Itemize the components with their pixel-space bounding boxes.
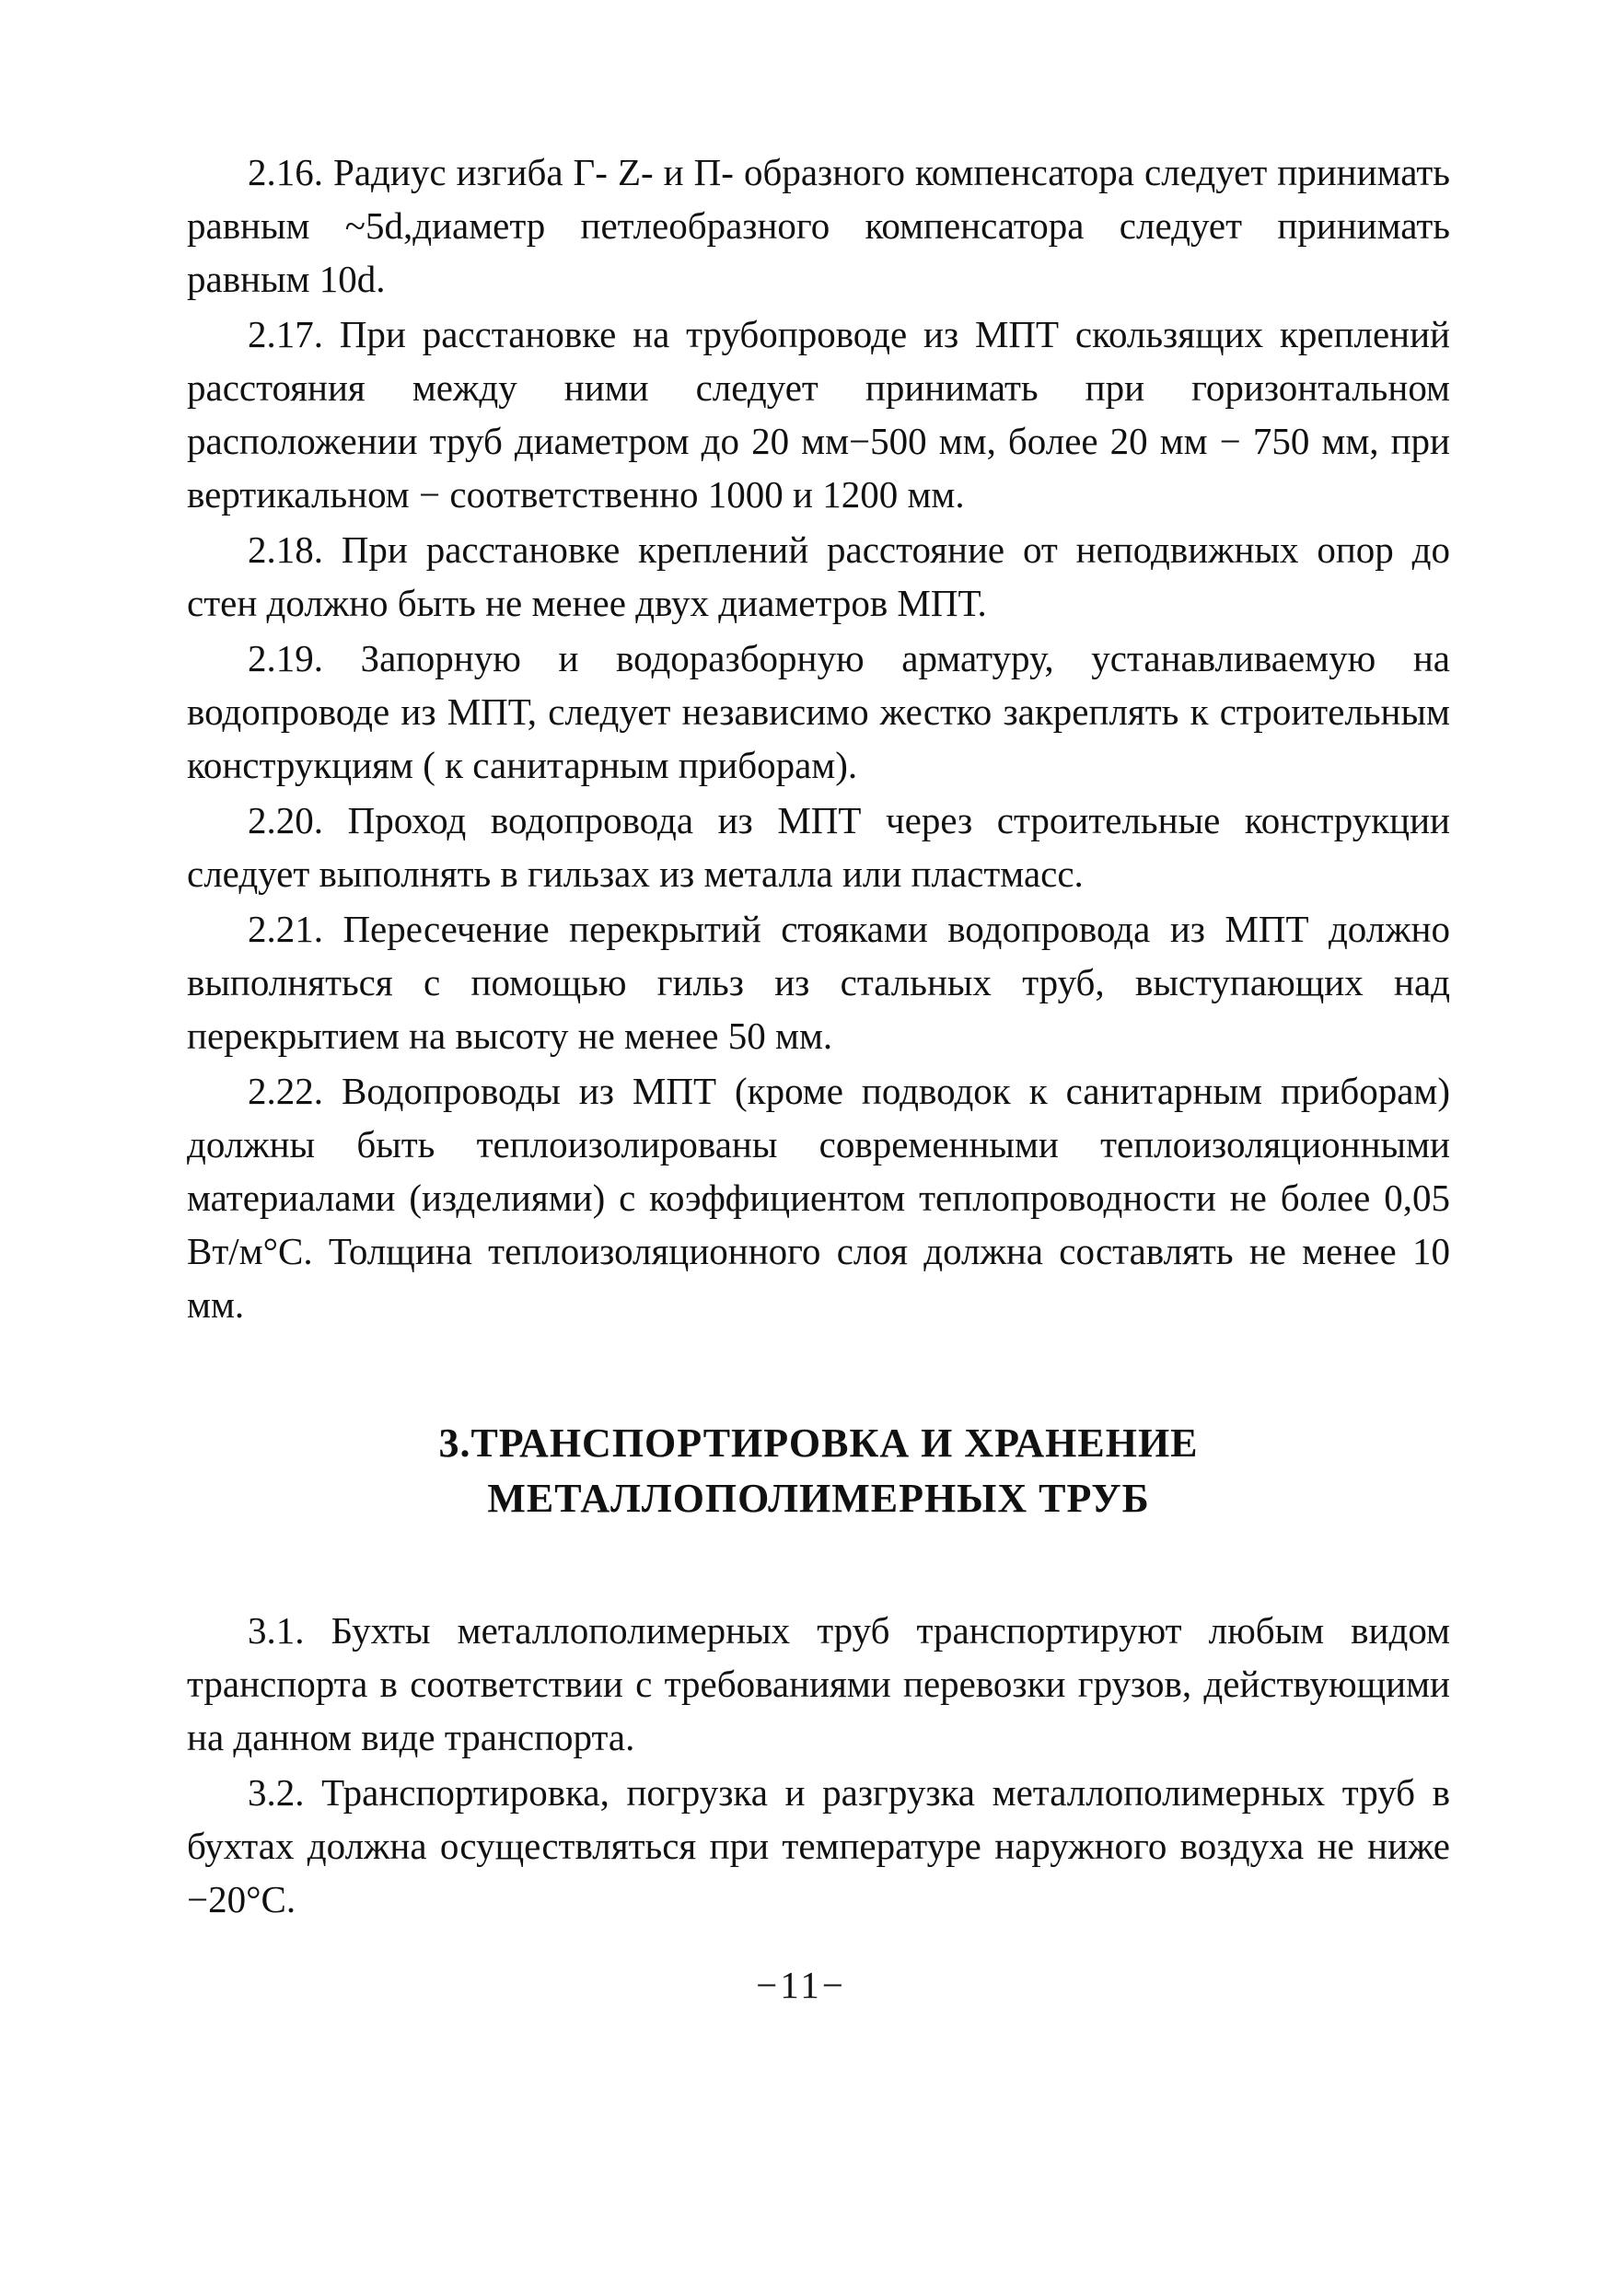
document-page [187, 145, 1450, 1926]
paragraph-2-20: 2.20. Проход водопровода из МПТ через строительные конструкции следует выполнять в гильзах из металла или пластмасс. [187, 799, 1450, 895]
section-3-heading [187, 1416, 1450, 1526]
paragraph-2-21: 2.21. Пересечение перекрытий стояками водопровода из МПТ должно выполняться с помощью гильз из стальных труб, выступающих над перекрытием на высоту не менее 50 мм. [187, 908, 1450, 1057]
section-2-body [187, 145, 1450, 1331]
paragraph-2-22: 2.22. Водопроводы из МПТ (кроме подводок к санитарным приборам) должны быть теплоизолированы современными теплоизоляционными материалами (изделиями) с коэффициентом теплопроводности не более 0,05 Вт/м°С. Толщина теплоизоляционного слоя должна составлять не менее 10 мм. [187, 1070, 1450, 1326]
paragraph-2-18: 2.18. При расстановке креплений расстояние от неподвижных опор до стен должно быть не менее двух диаметров МПТ. [187, 528, 1450, 624]
paragraph-3-1: 3.1. Бухты металлополимерных труб транспортируют любым видом транспорта в соответствии с требованиями перевозки грузов, действующими на данном виде транспорта. [187, 1609, 1450, 1758]
section-3-heading-line-1: 3.ТРАНСПОРТИРОВКА И ХРАНЕНИЕ [438, 1421, 1199, 1466]
section-3-body [187, 1604, 1450, 1926]
paragraph-2-19: 2.19. Запорную и водоразборную арматуру, устанавливаемую на водопроводе из МПТ, следует независимо жестко закреплять к строительным конструкциям ( к санитарным приборам). [187, 637, 1450, 786]
paragraph-2-16: 2.16. Радиус изгиба Г- Z- и П- образного компенсатора следует принимать равным ~5d,диаметр петлеобразного компенсатора следует принимать равным 10d. [187, 151, 1450, 300]
page-number: −11− [756, 1964, 846, 2006]
section-3-heading-line-2: МЕТАЛЛОПОЛИМЕРНЫХ ТРУБ [487, 1476, 1150, 1521]
paragraph-3-2: 3.2. Транспортировка, погрузка и разгрузка металлополимерных труб в бухтах должна осуществляться при температуре наружного воздуха не ниже −20°С. [187, 1771, 1450, 1920]
paragraph-2-17: 2.17. При расстановке на трубопроводе из МПТ скользящих креплений расстояния между ними следует принимать при горизонтальном расположении труб диаметром до 20 мм−500 мм, более 20 мм − 750 мм, при вертикальном − соответственно 1000 и 1200 мм. [187, 313, 1450, 516]
